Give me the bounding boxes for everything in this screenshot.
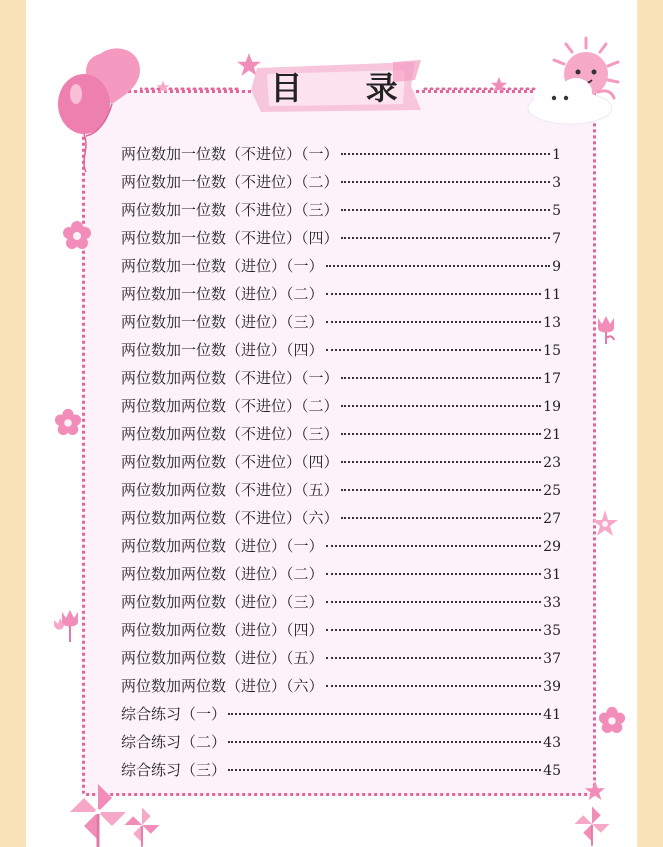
toc-leader-dots [326,265,551,267]
toc-leader-dots [326,629,542,631]
toc-entry[interactable] [121,756,561,784]
toc-entry-title: 两位数加两位数（不进位）（三） [121,425,339,443]
toc-entry[interactable] [121,700,561,728]
toc-entry-page: 3 [552,175,561,191]
toc-entry-title: 两位数加一位数（进位）（四） [121,341,324,359]
toc-entry[interactable] [121,224,561,252]
toc-entry[interactable] [121,308,561,336]
toc-leader-dots [341,461,542,463]
toc-entry-page: 43 [543,735,561,751]
toc-entry-page: 17 [543,371,561,387]
toc-leader-dots [341,377,542,379]
toc-leader-dots [326,657,542,659]
toc-entry[interactable] [121,616,561,644]
toc-entry-title: 两位数加两位数（进位）（六） [121,677,324,695]
toc-entry-title: 综合练习（一） [121,705,227,723]
toc-entry-title: 两位数加两位数（不进位）（一） [121,369,339,387]
toc-entry-page: 5 [552,203,561,219]
toc-entry[interactable] [121,476,561,504]
sun-cloud-icon [514,34,624,128]
toc-entry-page: 21 [543,427,561,443]
toc-entry[interactable] [121,168,561,196]
toc-entry[interactable] [121,448,561,476]
toc-entry[interactable] [121,644,561,672]
toc-entry-title: 两位数加两位数（不进位）（五） [121,481,339,499]
toc-entry-page: 1 [552,147,561,163]
toc-leader-dots [341,209,551,211]
toc-entry-page: 11 [543,287,561,303]
flower-icon [54,408,82,436]
toc-entry-page: 9 [552,259,561,275]
toc-entry-title: 两位数加两位数（进位）（三） [121,593,324,611]
toc-entry-page: 35 [543,623,561,639]
toc-entry[interactable] [121,504,561,532]
flower-icon [590,508,620,538]
toc-entry[interactable] [121,196,561,224]
toc-leader-dots [341,153,551,155]
toc-entry-title: 综合练习（二） [121,733,227,751]
toc-entry-page: 37 [543,651,561,667]
toc-leader-dots [326,321,542,323]
toc-entry-page: 31 [543,567,561,583]
table-of-contents [121,140,561,784]
toc-leader-dots [228,741,541,743]
toc-entry[interactable] [121,560,561,588]
toc-entry-title: 两位数加两位数（不进位）（六） [121,509,339,527]
toc-entry-title: 两位数加两位数（不进位）（四） [121,453,339,471]
toc-leader-dots [326,349,542,351]
toc-entry-page: 15 [543,343,561,359]
flower-icon [598,706,626,734]
toc-entry-title: 两位数加一位数（进位）（三） [121,313,324,331]
toc-entry-page: 25 [543,483,561,499]
toc-entry-page: 29 [543,539,561,555]
star-icon [490,76,508,94]
star-icon [584,780,606,802]
toc-leader-dots [326,601,542,603]
toc-leader-dots [341,489,542,491]
toc-entry[interactable] [121,280,561,308]
toc-entry-page: 27 [543,511,561,527]
toc-entry-page: 41 [543,707,561,723]
toc-entry[interactable] [121,140,561,168]
toc-leader-dots [341,405,542,407]
toc-leader-dots [228,769,541,771]
toc-entry-page: 45 [543,763,561,779]
toc-entry[interactable] [121,392,561,420]
toc-entry[interactable] [121,252,561,280]
toc-entry[interactable] [121,588,561,616]
page-title: 目 录 [270,69,424,107]
toc-entry-title: 两位数加一位数（进位）（一） [121,257,324,275]
toc-entry-title: 两位数加一位数（不进位）（一） [121,145,339,163]
toc-leader-dots [341,433,542,435]
toc-entry-title: 两位数加一位数（不进位）（三） [121,201,339,219]
toc-entry-title: 两位数加一位数（不进位）（四） [121,229,339,247]
toc-entry-title: 两位数加两位数（进位）（一） [121,537,324,555]
toc-entry-page: 39 [543,679,561,695]
toc-leader-dots [326,293,542,295]
toc-entry-title: 两位数加两位数（进位）（二） [121,565,324,583]
toc-entry[interactable] [121,672,561,700]
tulip-icon [52,606,84,642]
toc-entry[interactable] [121,420,561,448]
toc-entry-title: 两位数加两位数（进位）（四） [121,621,324,639]
toc-entry-page: 23 [543,455,561,471]
toc-entry-page: 13 [543,315,561,331]
pinwheel-icon [572,804,612,847]
flower-icon [62,220,92,250]
toc-entry-title: 综合练习（三） [121,761,227,779]
toc-entry[interactable] [121,364,561,392]
tulip-icon [594,314,618,344]
toc-entry-title: 两位数加两位数（不进位）（二） [121,397,339,415]
toc-leader-dots [341,237,551,239]
toc-leader-dots [326,685,542,687]
toc-entry-page: 19 [543,399,561,415]
toc-leader-dots [326,573,542,575]
toc-entry-page: 33 [543,595,561,611]
pinwheel-icon [122,806,162,847]
toc-entry-page: 7 [552,231,561,247]
toc-leader-dots [341,517,542,519]
toc-entry-title: 两位数加一位数（进位）（二） [121,285,324,303]
toc-entry-title: 两位数加一位数（不进位）（二） [121,173,339,191]
toc-entry[interactable] [121,532,561,560]
toc-entry[interactable] [121,728,561,756]
toc-entry-title: 两位数加两位数（进位）（五） [121,649,324,667]
pinwheel-icon [66,782,130,847]
toc-leader-dots [326,545,542,547]
toc-entry[interactable] [121,336,561,364]
title-banner [243,56,425,116]
toc-leader-dots [341,181,551,183]
star-icon [156,80,170,94]
toc-leader-dots [228,713,541,715]
